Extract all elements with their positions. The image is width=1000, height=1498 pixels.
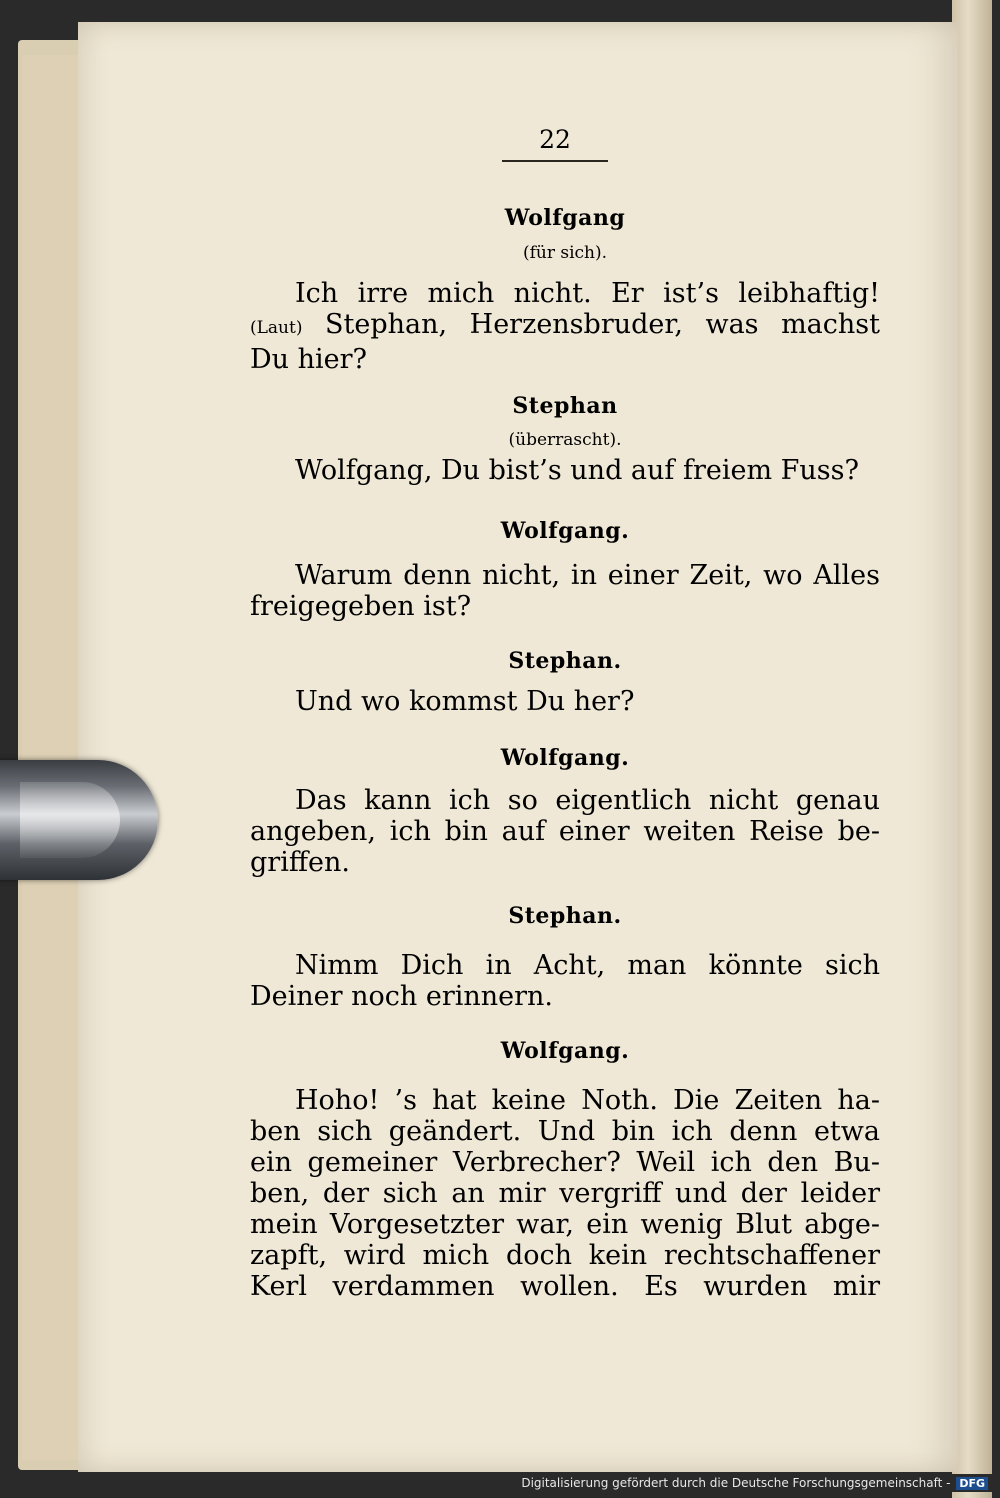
dialogue-paragraph bbox=[250, 560, 880, 622]
text-line: mein Vorgesetzter war, ein wenig Blut abge- bbox=[250, 1209, 880, 1240]
text-line: Warum denn nicht, in einer Zeit, wo Alles bbox=[295, 560, 880, 591]
text-line: Wolfgang, Du bist’s und auf freiem Fuss? bbox=[295, 455, 859, 486]
dialogue-paragraph bbox=[250, 950, 880, 1012]
text-line: freigegeben ist? bbox=[250, 591, 472, 622]
speaker-name: Wolfgang bbox=[504, 205, 626, 231]
credit-text: Digitalisierung gefördert durch die Deutsche Forschungsgemeinschaft - bbox=[521, 1476, 951, 1490]
text-line: Du hier? bbox=[250, 344, 368, 375]
digitization-credit bbox=[517, 1474, 992, 1492]
page-number: 22 bbox=[539, 125, 571, 154]
text-line: Deiner noch erinnern. bbox=[250, 981, 554, 1012]
stage-direction: (überrascht). bbox=[508, 430, 622, 450]
speaker-name: Stephan bbox=[512, 393, 618, 419]
speaker-name: Stephan. bbox=[508, 648, 622, 674]
dialogue-paragraph bbox=[250, 686, 880, 717]
speaker-name: Wolfgang. bbox=[500, 518, 630, 544]
speaker-name: Stephan. bbox=[508, 903, 622, 929]
text-line: Nimm Dich in Acht, man könnte sich bbox=[295, 950, 880, 981]
inline-stage-direction: (Laut) bbox=[250, 318, 303, 338]
stage-direction: (für sich). bbox=[522, 243, 608, 263]
text-line: ein gemeiner Verbrecher? Weil ich den Bu- bbox=[250, 1147, 880, 1178]
text-line: Ich irre mich nicht. Er ist’s leibhaftig! bbox=[295, 278, 880, 309]
text-line: Hoho! ’s hat keine Noth. Die Zeiten ha- bbox=[295, 1085, 880, 1116]
page-edge bbox=[952, 0, 992, 1498]
dialogue-paragraph bbox=[250, 785, 880, 878]
text-line: angeben, ich bin auf einer weiten Reise be- bbox=[250, 816, 880, 847]
text-line: ben sich geändert. Und bin ich denn etwa bbox=[250, 1116, 880, 1147]
clip-highlight bbox=[20, 782, 120, 858]
page-number-rule bbox=[502, 160, 608, 162]
speaker-name: Wolfgang. bbox=[500, 745, 630, 771]
dfg-logo: DFG bbox=[956, 1477, 988, 1490]
text-line: zapft, wird mich doch kein rechtschaffener bbox=[250, 1240, 880, 1271]
dialogue-paragraph bbox=[250, 1085, 880, 1302]
text-line: griffen. bbox=[250, 847, 350, 878]
text-line: Kerl verdammen wollen. Es wurden mir bbox=[250, 1271, 880, 1302]
line-text: Stephan, Herzensbruder, was machst bbox=[302, 309, 880, 340]
text-line bbox=[250, 309, 880, 344]
speaker-name: Wolfgang. bbox=[500, 1038, 630, 1064]
text-line: ben, der sich an mir vergriff und der leider bbox=[250, 1178, 880, 1209]
text-line: Das kann ich so eigentlich nicht genau bbox=[295, 785, 880, 816]
page-clip bbox=[0, 760, 158, 880]
text-line: Und wo kommst Du her? bbox=[295, 686, 635, 717]
dialogue-paragraph bbox=[250, 455, 880, 486]
dialogue-paragraph bbox=[250, 278, 880, 375]
